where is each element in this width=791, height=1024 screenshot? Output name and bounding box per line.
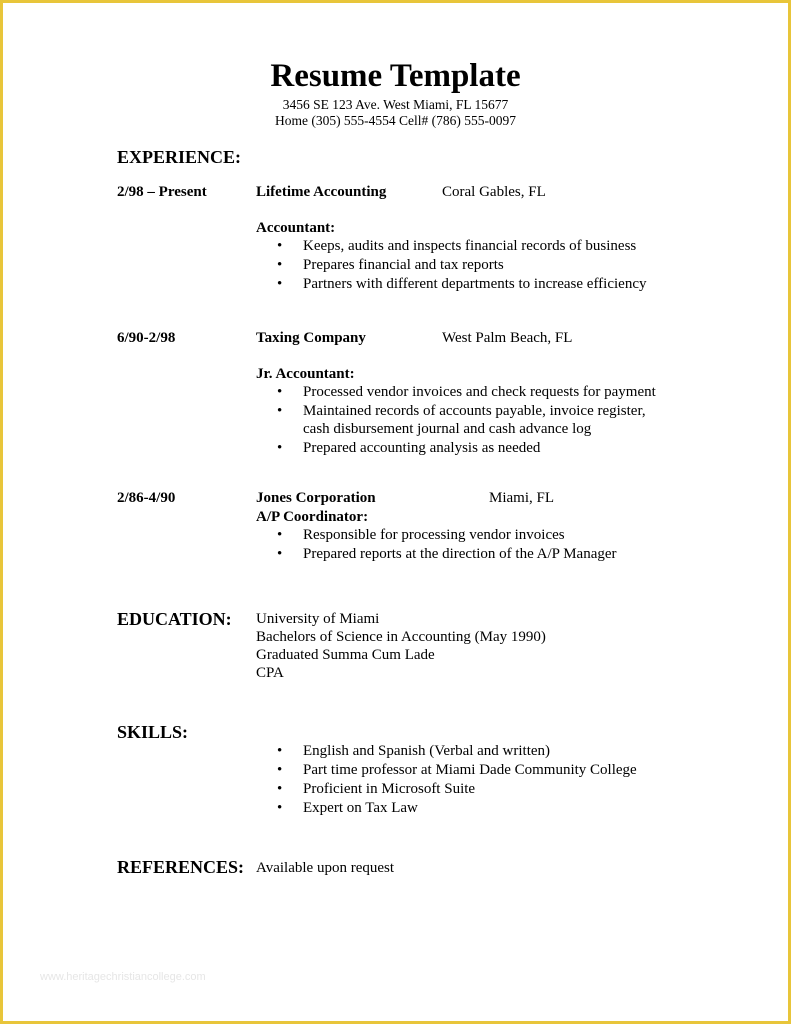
watermark: www.heritagechristiancollege.com	[40, 971, 206, 983]
skill-item: • English and Spanish (Verbal and written)	[277, 743, 551, 759]
job-dates: 2/98 – Present	[117, 184, 207, 200]
job-bullet: • Prepared reports at the direction of the A/P Manager	[277, 546, 617, 562]
job-location: Miami, FL	[489, 490, 555, 506]
job-company: Lifetime Accounting	[256, 184, 387, 200]
job-company: Taxing Company	[256, 330, 366, 346]
skills-heading: SKILLS:	[117, 722, 189, 742]
education-line: Graduated Summa Cum Lade	[256, 647, 435, 663]
skill-item: • Proficient in Microsoft Suite	[277, 781, 476, 797]
job-bullet: • Prepared accounting analysis as needed	[277, 440, 541, 456]
job-role: Jr. Accountant:	[256, 366, 355, 382]
job-bullet: • Maintained records of accounts payable, invoice register,	[277, 403, 646, 419]
job-bullet: • Keeps, audits and inspects financial records of business	[277, 238, 637, 254]
education-line: CPA	[256, 665, 284, 681]
address-line: 3456 SE 123 Ave. West Miami, FL 15677	[282, 97, 509, 112]
education-line: Bachelors of Science in Accounting (May 1990)	[256, 629, 546, 645]
job-bullet: • Processed vendor invoices and check requests for payment	[277, 384, 656, 400]
job-role: A/P Coordinator:	[256, 509, 369, 525]
skill-item: • Expert on Tax Law	[277, 800, 418, 816]
job-bullet: • Responsible for processing vendor invoices	[277, 527, 565, 543]
job-bullet-continuation: cash disbursement journal and cash advance log	[303, 421, 592, 437]
education-heading: EDUCATION:	[117, 609, 232, 629]
education-line: University of Miami	[256, 611, 380, 627]
job-dates: 6/90-2/98	[117, 330, 176, 346]
page-title: Resume Template	[270, 58, 521, 94]
skill-item: • Part time professor at Miami Dade Community College	[277, 762, 637, 778]
job-role: Accountant:	[256, 220, 336, 236]
references-heading: REFERENCES:	[117, 857, 245, 877]
job-bullet: • Partners with different departments to increase efficiency	[277, 276, 647, 292]
references-text: Available upon request	[256, 860, 395, 876]
experience-heading: EXPERIENCE:	[117, 147, 242, 167]
job-location: Coral Gables, FL	[442, 184, 546, 200]
phone-line: Home (305) 555-4554 Cell# (786) 555-0097	[274, 113, 517, 128]
job-location: West Palm Beach, FL	[442, 330, 573, 346]
job-bullet: • Prepares financial and tax reports	[277, 257, 504, 273]
job-company: Jones Corporation	[256, 490, 376, 506]
job-dates: 2/86-4/90	[117, 490, 176, 506]
